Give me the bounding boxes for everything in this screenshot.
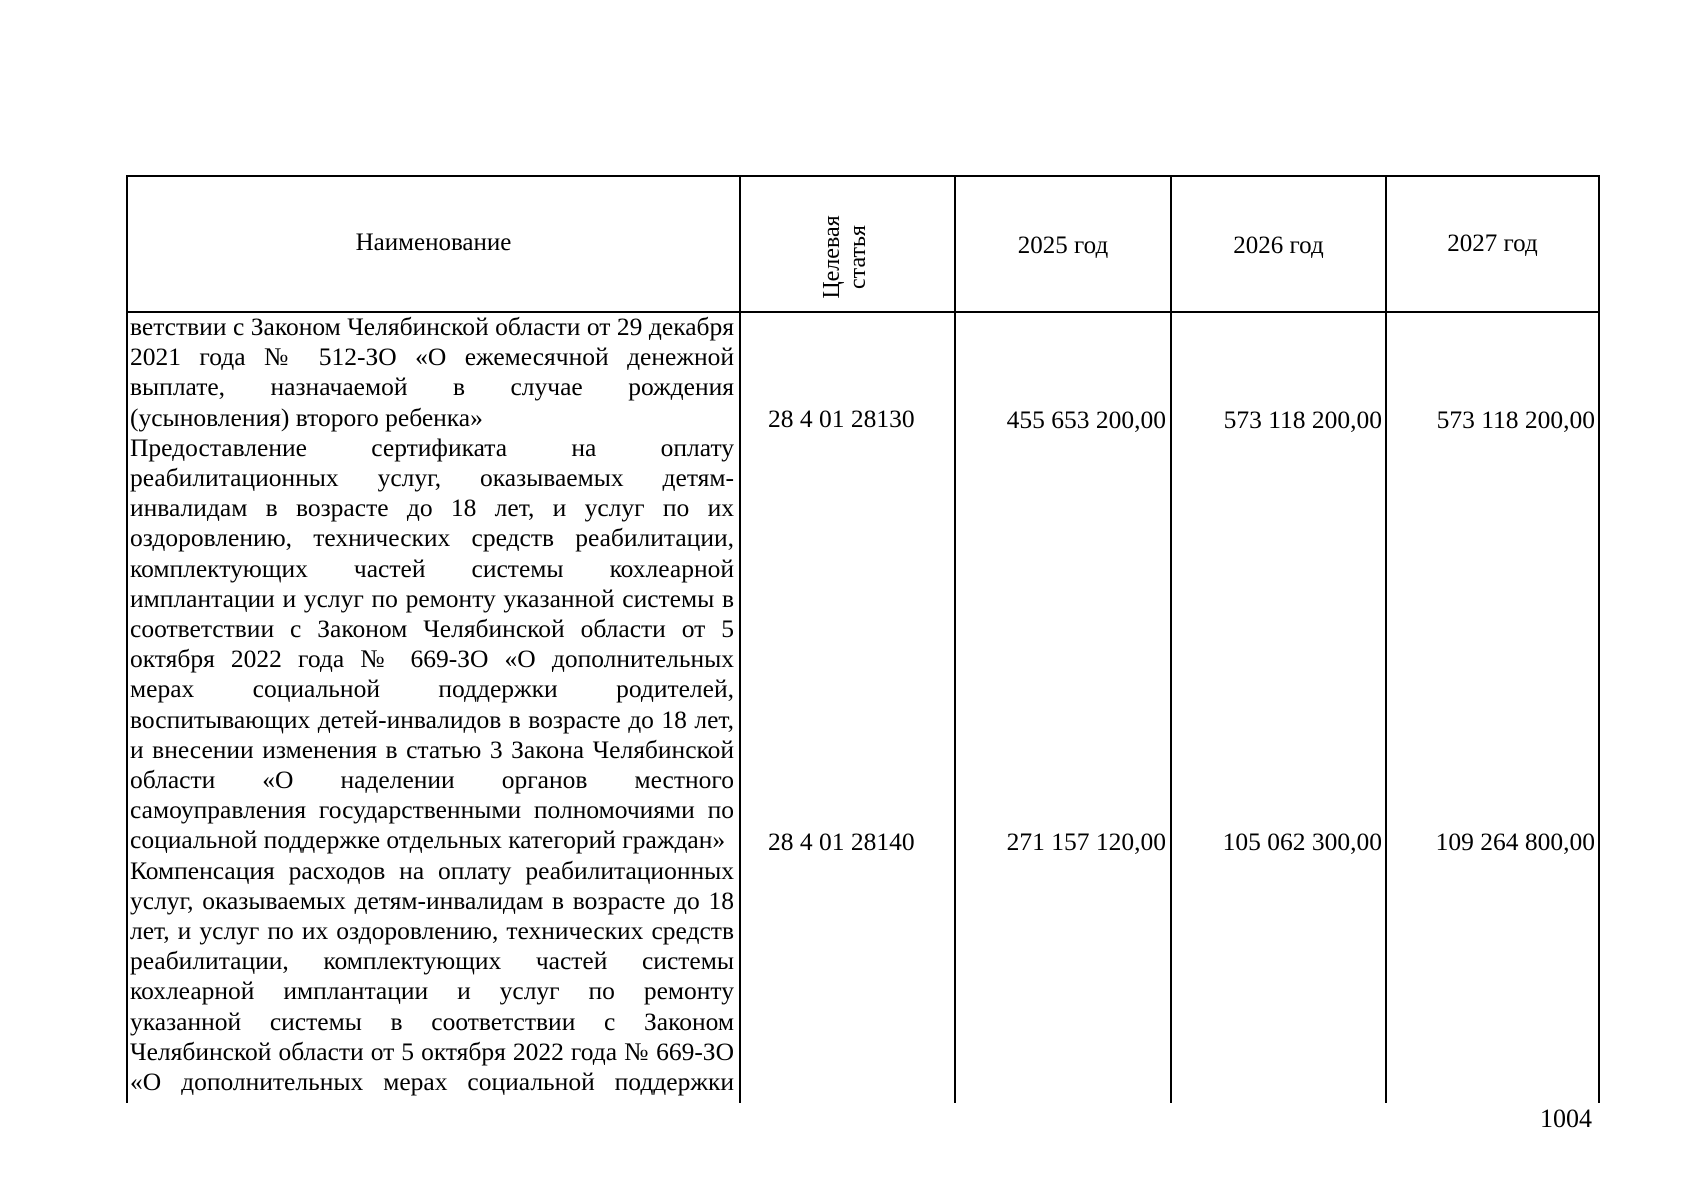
row-2-value-2026: 105 062 300,00 <box>1222 827 1382 856</box>
header-year-2025: 2025 год <box>1017 232 1109 259</box>
row-1-value-2025: 455 653 200,00 <box>1006 405 1166 434</box>
table-right-border <box>1598 175 1600 1103</box>
page-number: 1004 <box>1540 1104 1592 1133</box>
table-top-border <box>126 175 1600 177</box>
col-divider-4 <box>1385 175 1387 1103</box>
header-year-2026: 2026 год <box>1233 232 1324 259</box>
row-2-value-2027: 109 264 800,00 <box>1435 827 1595 856</box>
col-divider-1 <box>739 175 741 1103</box>
description-column <box>130 312 734 1097</box>
row-1-code: 28 4 01 28130 <box>768 404 915 433</box>
header-code-line1: Целевая <box>819 215 845 299</box>
row-2-description: Предоставление сертификата на оплату реабилитационных услуг, оказываемых детям-инвалидам в возрасте до 18 лет, и услуг по их оздоровлению, технических средств реабилитации, комплектующих частей системы кохлеарной имплантации и услуг по ремонту указанной системы в соответствии с Законом Челябинской области от 5 октября 2022 года № 669-ЗО «О дополнительных мерах социальной поддержки родителей, воспитывающих детей-инвалидов в возрасте до 18 лет, и внесении изменения в статью 3 Закона Челябинской области «О наделении органов местного самоуправления государственными полномочиями по социальной поддержке отдельных категорий граждан» <box>130 432 734 855</box>
row-1-description: ветствии с Законом Челябинской области от 29 декабря 2021 года № 512-ЗО «О ежемесячной денежной выплате, назначаемой в случае рождения (усыновления) второго ребенка» <box>130 312 734 432</box>
row-2-code: 28 4 01 28140 <box>768 827 915 856</box>
header-name: Наименование <box>355 229 512 256</box>
col-divider-2 <box>954 175 956 1103</box>
table-left-border <box>126 175 128 1103</box>
row-1-value-2027: 573 118 200,00 <box>1436 405 1595 434</box>
row-2-value-2025: 271 157 120,00 <box>1006 827 1166 856</box>
col-divider-3 <box>1170 175 1172 1103</box>
header-code <box>819 182 875 332</box>
row-3-description: Компенсация расходов на оплату реабилитационных услуг, оказываемых детям-инвалидам в возрасте до 18 лет, и услуг по их оздоровлению, технических средств реабилитации, комплектующих частей системы кохлеарной имплантации и услуг по ремонту указанной системы в соответствии с Законом Челябинской области от 5 октября 2022 года № 669-ЗО «О дополнительных мерах социальной поддержки <box>130 855 734 1097</box>
row-1-value-2026: 573 118 200,00 <box>1223 405 1382 434</box>
header-code-line2: статья <box>845 225 871 289</box>
header-year-2027: 2027 год <box>1447 230 1538 257</box>
